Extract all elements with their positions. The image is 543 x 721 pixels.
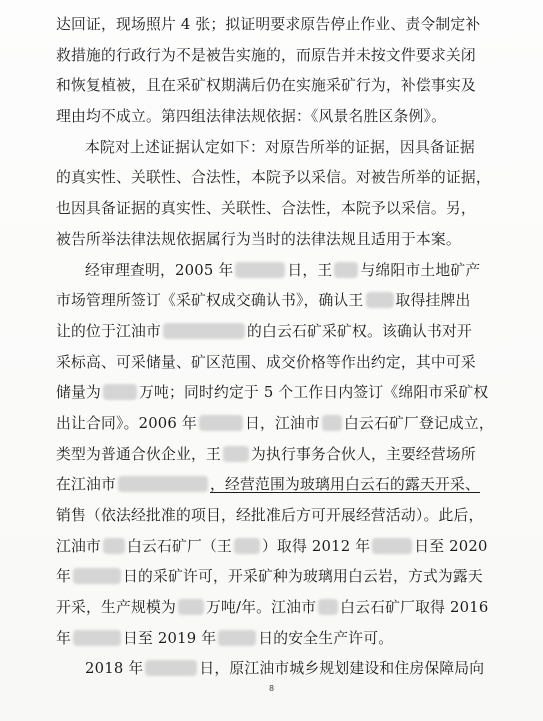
redaction: [163, 323, 245, 339]
text-line: 销售（依法经批准的项目，经批准后方可开展经营活动）。此后，: [56, 507, 484, 524]
text-line: 也因具备证据的真实性、关联性、合法性，本院予以采信。另，: [56, 200, 476, 218]
redaction: [103, 384, 137, 400]
redaction: [178, 599, 204, 615]
redaction: [73, 568, 121, 584]
redaction: [118, 476, 208, 492]
redaction: [366, 292, 394, 308]
redaction: [322, 415, 342, 431]
redaction: [372, 538, 412, 554]
text-line: 本院对上述证据认定如下：对原告所举的证据，因具备证据: [85, 138, 475, 156]
text-line: 理由均不成立。第四组法律法规依据：《风景名胜区条例》。: [56, 108, 447, 126]
redaction: [235, 262, 285, 278]
redaction: [145, 660, 197, 676]
text-line: 达回证，现场照片 4 张；拟证明要求原告停止作业、责令制定补: [56, 16, 481, 33]
redaction: [199, 415, 243, 431]
text-line: 的真实性、关联性、合法性，本院予以采信。对被告所举的证据，: [56, 169, 491, 187]
text-line: 储量为 万吨；同时约定于 5 个工作日内签订《绵阳市采矿权: [56, 384, 489, 402]
redaction: [334, 262, 358, 278]
text-line: 年 日的采矿许可，开采矿种为玻璃用白云岩，方式为露天: [56, 568, 483, 586]
redaction: [218, 630, 256, 646]
text-line: 出让合同》。2006 年 日，江油市 白云石矿厂登记成立，: [56, 414, 494, 432]
text-line: 市场管理所签订《采矿权成交确认书》，确认王 取得挂牌出: [56, 292, 471, 310]
text-line: 被告所举法律法规依据属行为当时的法律法规且适用于本案。: [56, 230, 461, 248]
text-line: 经审理查明，2005 年 日，王 与绵阳市土地矿产: [85, 261, 481, 279]
text-line: 和恢复植被，且在采矿权期满后仍在实施采矿行为，补偿事实及: [56, 77, 476, 95]
text-line: 救措施的行政行为不是被告实施的，而原告并未按文件要求关闭: [56, 46, 476, 64]
text-line: 江油市 白云石矿厂（王 ）取得 2012 年 日至 2020: [56, 537, 488, 555]
redaction: [234, 538, 260, 554]
redaction: [103, 538, 125, 554]
redaction: [73, 630, 121, 646]
document-body: [56, 10, 511, 685]
text-line: 在江油市 ，经营范围为玻璃用白云石的露天开采、: [56, 476, 480, 494]
text-line: 让的位于江油市 的白云石矿采矿权。该确认书对开: [56, 322, 472, 340]
text-line: 年 日至 2019 年 日的安全生产许可。: [56, 629, 394, 647]
text-line: 类型为普通合伙企业，王 为执行事务合伙人，主要经营场所: [56, 445, 476, 463]
redaction: [223, 446, 249, 462]
redaction: [318, 599, 338, 615]
page-number: 8: [268, 684, 275, 693]
text-line: 2018 年 日，原江油市城乡规划建设和住房保障局向: [85, 660, 485, 678]
text-line: 采标高、可采储量、矿区范围、成交价格等作出约定，其中可采: [56, 353, 476, 371]
text-line: 开采，生产规模为 万吨/年。江油市 白云石矿厂取得 2016: [56, 599, 489, 617]
